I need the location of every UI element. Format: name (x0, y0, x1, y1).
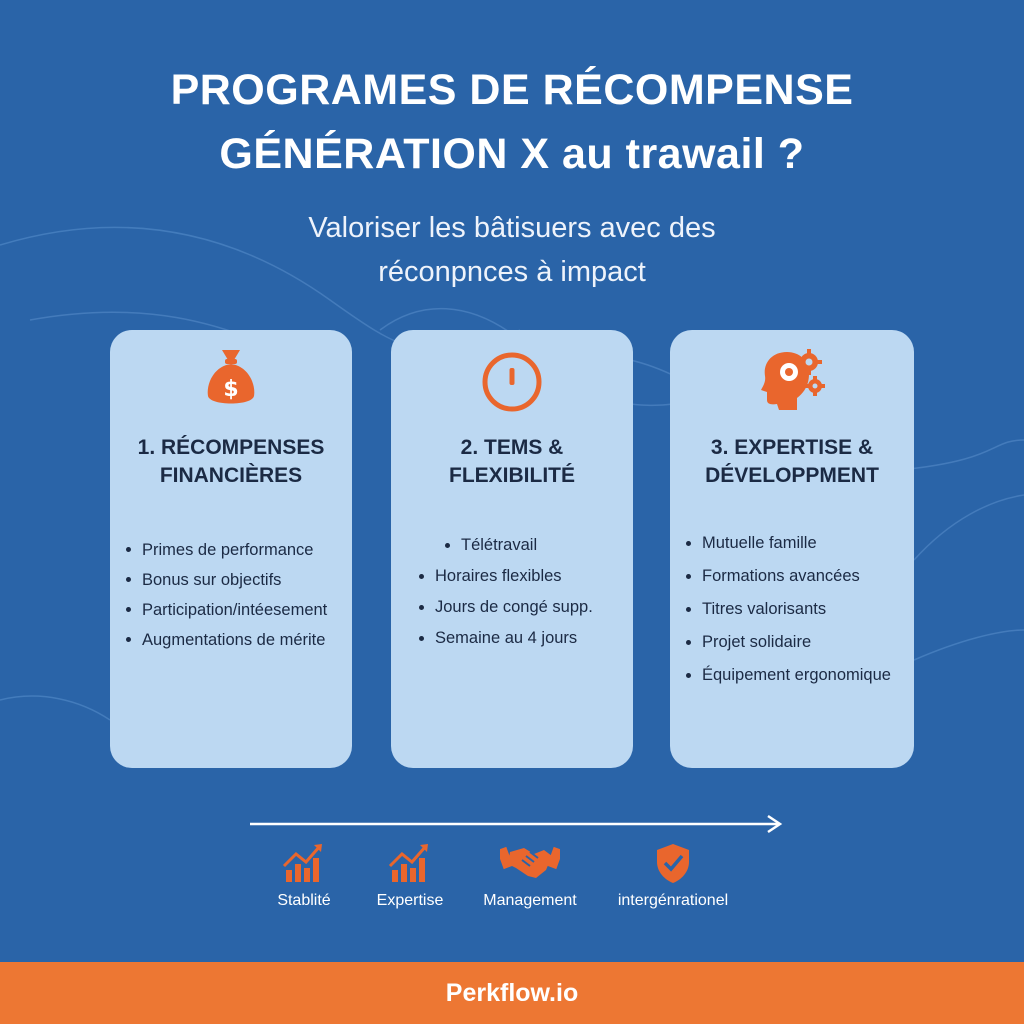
list-item: Mutuelle famille (686, 527, 910, 560)
feature-expertise (364, 840, 456, 910)
feature-label: Expertise (376, 892, 444, 909)
subtitle-line-2: réconpnces à impact (378, 256, 646, 288)
subtitle-line-1: Valoriser les bâtisuers avec des (308, 212, 716, 244)
feature-intergenerational (600, 840, 746, 910)
feature-management (470, 840, 590, 910)
feature-label: Management (483, 892, 577, 909)
list-item: Jours de congé supp. (419, 592, 629, 623)
card-list (126, 535, 348, 655)
list-item: Augmentations de mérite (126, 625, 348, 655)
card-list (419, 530, 629, 654)
head-gears-icon (757, 342, 827, 412)
list-item: Participation/intéesement (126, 595, 348, 625)
list-item: Titres valorisants (686, 593, 910, 626)
handshake-icon (500, 840, 560, 886)
svg-text:$: $ (223, 377, 239, 402)
card-title-line-1: 3. EXPERTISE & (710, 436, 874, 459)
list-item: Équipement ergonomique (686, 659, 910, 692)
title-line-2-caps: GÉNÉRATION X (219, 130, 550, 178)
list-item: Horaires flexibles (419, 561, 629, 592)
feature-label: intergénrationel (617, 892, 729, 909)
subtitle (0, 206, 1024, 294)
growth-chart-icon (386, 840, 434, 886)
money-bag-icon (196, 342, 266, 412)
card-expertise-development (670, 330, 914, 768)
list-item: Semaine au 4 jours (419, 623, 629, 654)
card-title-line-1: 1. RÉCOMPENSES (137, 436, 325, 459)
footer-brand: Perkflow.io (0, 962, 1024, 1024)
timeline-arrow-icon (250, 812, 786, 836)
card-time-flexibility (391, 330, 633, 768)
card-title-line-1: 2. TEMS & (460, 436, 564, 459)
list-item: Primes de performance (126, 535, 348, 565)
title-line-1: PROGRAMES DE RÉCOMPENSE (170, 66, 854, 114)
card-title (678, 434, 906, 490)
title-line-2-rest: au trawail ? (549, 130, 805, 178)
shield-check-icon (649, 840, 697, 886)
list-item: Télétravail (419, 530, 629, 561)
feature-stability (262, 840, 346, 910)
clock-icon (477, 342, 547, 412)
card-title-line-2: DÉVELOPPMENT (705, 464, 879, 487)
page-title (0, 58, 1024, 186)
feature-label: Stablité (277, 892, 331, 909)
list-item: Bonus sur objectifs (126, 565, 348, 595)
list-item: Formations avancées (686, 560, 910, 593)
card-financial-rewards (110, 330, 352, 768)
title-line-2 (0, 122, 1024, 186)
list-item: Projet solidaire (686, 626, 910, 659)
card-title (399, 434, 625, 490)
card-title (118, 434, 344, 490)
card-list (686, 527, 910, 692)
card-title-line-2: FLEXIBILITÉ (449, 464, 575, 487)
card-title-line-2: FINANCIÈRES (159, 464, 303, 487)
growth-chart-icon (280, 840, 328, 886)
